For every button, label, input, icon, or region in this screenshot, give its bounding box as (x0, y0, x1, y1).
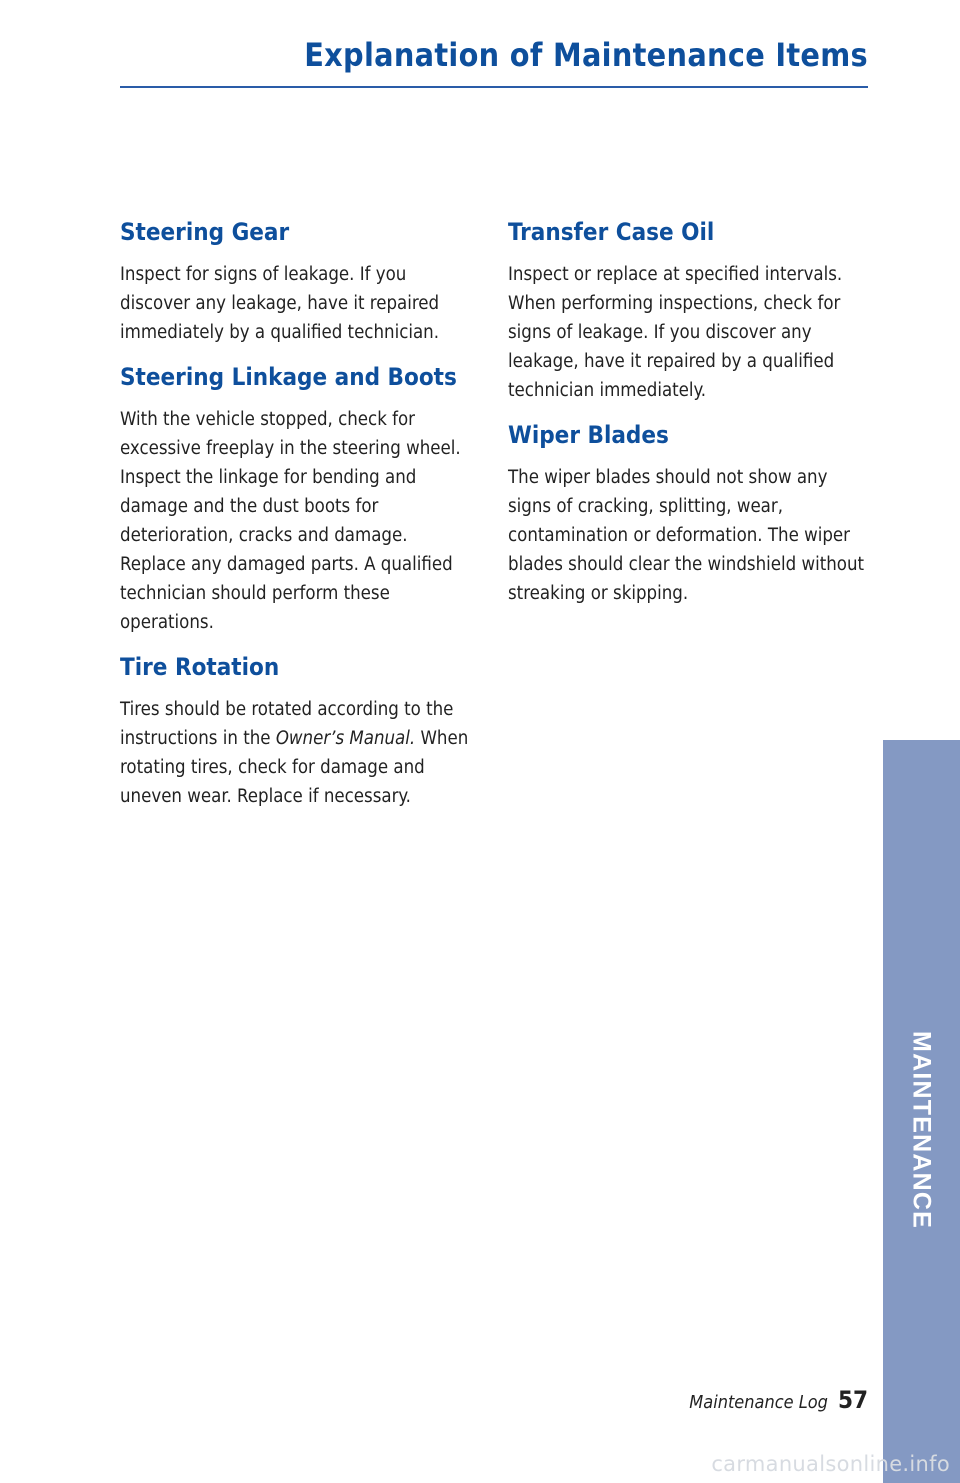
page-number: 57 (837, 1386, 868, 1414)
page-title: Explanation of Maintenance Items (304, 36, 868, 74)
page-footer (689, 1386, 868, 1414)
side-tab-label: MAINTENANCE (907, 1031, 936, 1229)
left-column (120, 212, 478, 821)
section-transfer-case-oil (508, 212, 866, 405)
right-column (508, 212, 866, 618)
section-body (120, 695, 478, 811)
watermark: carmanualsonline.info (711, 1452, 950, 1476)
title-divider (120, 86, 868, 88)
body-text: Tires should be rotated according to the instructions in the (120, 699, 454, 749)
section-body: The wiper blades should not show any signs of cracking, splitting, wear, contamination or deformation. The wiper blades should clear the windshield without streaking or skipping. (508, 467, 865, 604)
section-heading: Steering Gear (120, 218, 290, 246)
section-body: With the vehicle stopped, check for excessive freeplay in the steering wheel. Inspect the linkage for bending and damage and the dust boots for deterioration, cracks and damage. Replace any damaged parts. A qualified technician should perform these operations. (120, 409, 461, 633)
section-steering-gear (120, 212, 478, 347)
section-tire-rotation (120, 647, 478, 811)
section-heading: Wiper Blades (508, 421, 669, 449)
section-heading: Steering Linkage and Boots (120, 363, 457, 391)
side-tab-maintenance (883, 740, 960, 1483)
section-wiper-blades (508, 415, 866, 608)
footer-label: Maintenance Log (689, 1392, 828, 1413)
body-text: When rotating tires, check for damage and uneven wear. Replace if necessary. (120, 728, 469, 807)
section-heading: Transfer Case Oil (508, 218, 715, 246)
manual-title-emphasis: Owner’s Manual. (275, 728, 416, 749)
section-steering-linkage-and-boots (120, 357, 478, 637)
section-body: Inspect or replace at specified intervals. When performing inspections, check for signs of leakage. If you discover any leakage, have it repaired by a qualified technician immediately. (508, 264, 843, 401)
section-body: Inspect for signs of leakage. If you discover any leakage, have it repaired immediately by a qualified technician. (120, 264, 440, 343)
section-heading: Tire Rotation (120, 653, 280, 681)
